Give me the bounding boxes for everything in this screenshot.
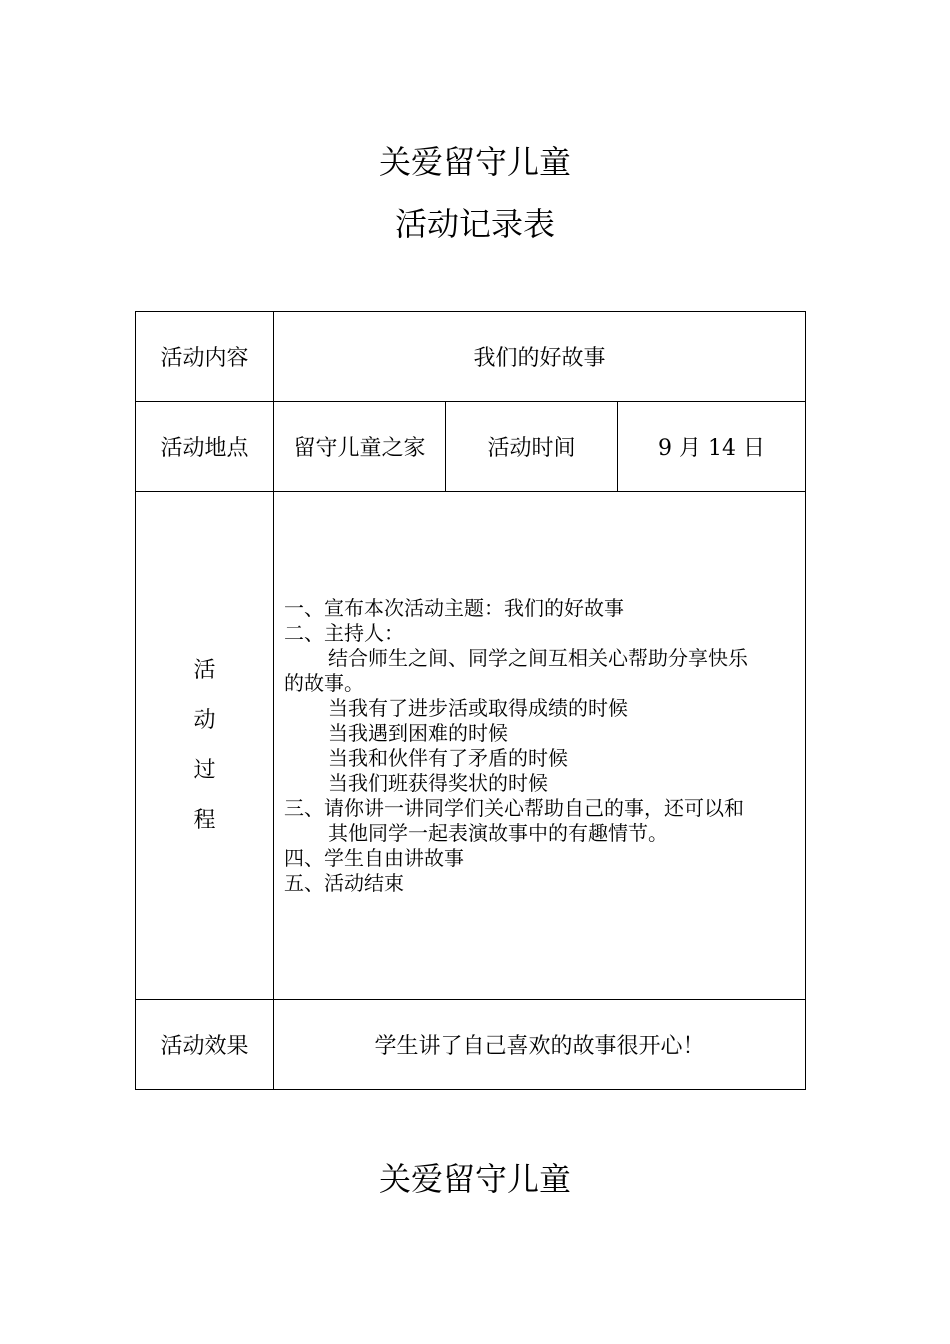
process-label-char: 活	[193, 657, 216, 683]
process-line: 当我遇到困难的时候	[328, 720, 508, 745]
table-row	[136, 492, 806, 1000]
process-line: 其他同学一起表演故事中的有趣情节。	[328, 820, 668, 845]
time-label: 活动时间	[446, 402, 618, 492]
next-page-title: 关爱留守儿童	[378, 1160, 571, 1198]
table-row	[136, 402, 806, 492]
location-label: 活动地点	[136, 402, 274, 492]
table-row	[136, 1000, 806, 1090]
activity-record-table	[135, 311, 806, 1090]
process-line: 五、活动结束	[284, 870, 404, 895]
process-label-char: 程	[193, 807, 216, 833]
time-value: 9 月 14 日	[618, 402, 806, 492]
process-label	[136, 492, 274, 1000]
content-value: 我们的好故事	[274, 312, 806, 402]
process-content	[274, 492, 806, 1000]
process-line: 四、学生自由讲故事	[284, 845, 464, 870]
page-subtitle: 活动记录表	[394, 205, 555, 243]
process-line: 一、宣布本次活动主题：我们的好故事	[284, 595, 624, 620]
process-line: 二、主持人：	[284, 620, 404, 645]
content-label: 活动内容	[136, 312, 274, 402]
process-line: 三、请你讲一讲同学们关心帮助自己的事，还可以和	[284, 795, 744, 820]
process-line: 当我和伙伴有了矛盾的时候	[328, 745, 568, 770]
process-line: 当我有了进步活或取得成绩的时候	[328, 695, 628, 720]
process-line: 当我们班获得奖状的时候	[328, 770, 548, 795]
location-value: 留守儿童之家	[274, 402, 446, 492]
effect-value: 学生讲了自己喜欢的故事很开心！	[274, 1000, 806, 1090]
process-label-char: 动	[193, 707, 216, 733]
page-title: 关爱留守儿童	[378, 143, 571, 181]
effect-label: 活动效果	[136, 1000, 274, 1090]
table-row	[136, 312, 806, 402]
process-line: 的故事。	[284, 670, 364, 695]
process-label-char: 过	[193, 757, 216, 783]
process-line: 结合师生之间、同学之间互相关心帮助分享快乐	[328, 645, 748, 670]
